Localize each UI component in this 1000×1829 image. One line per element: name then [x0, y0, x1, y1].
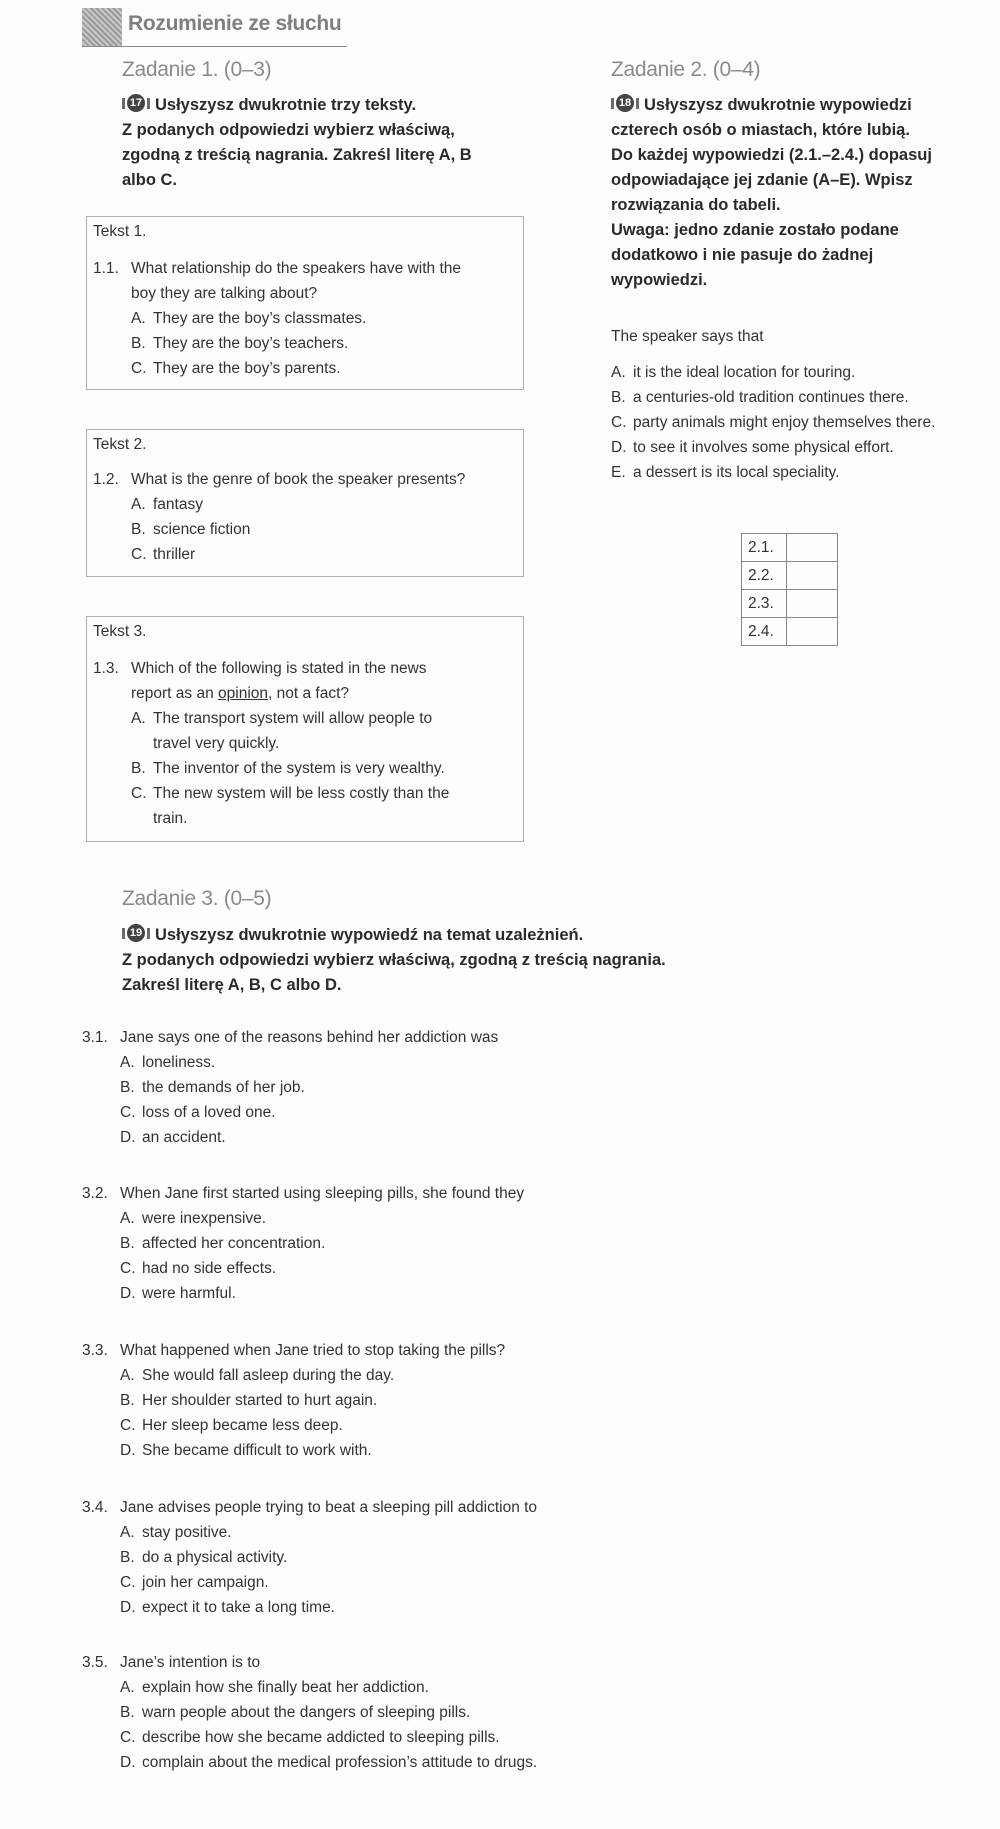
option-b[interactable]: B. Her shoulder started to hurt again.: [120, 1392, 378, 1409]
question-number: 3.1.: [82, 1029, 108, 1046]
option-b[interactable]: B. affected her concentration.: [120, 1235, 326, 1252]
text2-title: Tekst 2.: [93, 436, 147, 453]
task1-instr-line-1: 17 Usłyszysz dwukrotnie trzy teksty.: [122, 93, 472, 118]
option-a-continued: travel very quickly.: [153, 735, 280, 752]
question-3-5: 3.5. Jane’s intention is to A. explain how she finally beat her addiction. B. warn people about the dangers of sleeping pills. C. describe how she became addicted to sleeping pills. D. complain about the medical profession’s attitude to drugs.: [82, 1650, 537, 1775]
option-c[interactable]: C. The new system will be less costly than the: [131, 785, 450, 802]
headphones-track-icon: [122, 925, 150, 941]
table-row: [742, 534, 838, 562]
option-a[interactable]: A. They are the boy’s classmates.: [131, 310, 367, 327]
header-underline: [82, 46, 347, 47]
task2-instructions: [611, 93, 932, 293]
option-b[interactable]: B. They are the boy’s teachers.: [131, 335, 349, 352]
task2-instr-line-4: odpowiadające jej zdanie (A–E). Wpisz: [611, 171, 913, 189]
task3-instructions: [122, 923, 666, 998]
text1-title: Tekst 1.: [93, 223, 147, 240]
text3-box: [86, 616, 524, 842]
answer-cell-2-4[interactable]: [787, 618, 838, 646]
task3-heading: Zadanie 3. (0–5): [122, 887, 272, 910]
headphones-track-icon: [122, 95, 150, 111]
option-e: E. a dessert is its local speciality.: [611, 464, 840, 481]
answer-cell-2-1[interactable]: [787, 534, 838, 562]
track-number: 18: [616, 94, 634, 112]
option-c[interactable]: C. loss of a loved one.: [120, 1104, 276, 1121]
option-a: A. it is the ideal location for touring.: [611, 364, 856, 381]
task1-heading: Zadanie 1. (0–3): [122, 58, 272, 81]
task1-instr-line-2: Z podanych odpowiedzi wybierz właściwą,: [122, 121, 455, 139]
question-1-2: 1.2. What is the genre of book the speaker presents? A. fantasy B. science fiction C. thriller: [93, 467, 465, 567]
task2-note-line-3: wypowiedzi.: [611, 271, 708, 289]
option-c[interactable]: C. They are the boy’s parents.: [131, 360, 341, 377]
table-row: [742, 590, 838, 618]
option-b: B. a centuries-old tradition continues there.: [611, 389, 909, 406]
task2-heading: Zadanie 2. (0–4): [611, 58, 761, 81]
headphones-track-icon: [611, 95, 639, 111]
option-b[interactable]: B. warn people about the dangers of sleeping pills.: [120, 1704, 471, 1721]
option-c[interactable]: C. thriller: [131, 546, 196, 563]
option-d[interactable]: D. an accident.: [120, 1129, 226, 1146]
question-number: 1.3.: [93, 660, 119, 677]
question-number: 1.2.: [93, 471, 119, 488]
question-number: 3.3.: [82, 1342, 108, 1359]
option-d[interactable]: D. complain about the medical profession’s attitude to drugs.: [120, 1754, 538, 1771]
answer-cell-2-3[interactable]: [787, 590, 838, 618]
header-logo-square: [82, 8, 122, 46]
row-label: 2.2.: [742, 562, 787, 590]
question-3-4: 3.4. Jane advises people trying to beat a sleeping pill addiction to A. stay positive. B. do a physical activity. C. join her campaign. D. expect it to take a long time.: [82, 1495, 537, 1620]
track-number: 19: [127, 924, 145, 942]
emphasis-underline: opinion: [218, 685, 269, 702]
task2-instr-line-1: 18 Usłyszysz dwukrotnie wypowiedzi: [611, 93, 932, 118]
text1-box: [86, 216, 524, 390]
option-a[interactable]: A. fantasy: [131, 496, 203, 513]
option-d[interactable]: D. She became difficult to work with.: [120, 1442, 372, 1459]
task2-instr-line-5: rozwiązania do tabeli.: [611, 196, 781, 214]
question-number: 3.5.: [82, 1654, 108, 1671]
task2-instr-line-2: czterech osób o miastach, które lubią.: [611, 121, 910, 139]
question-number: 1.1.: [93, 260, 119, 277]
task3-instr-line-1: 19 Usłyszysz dwukrotnie wypowiedź na temat uzależnień.: [122, 923, 666, 948]
row-label: 2.4.: [742, 618, 787, 646]
option-b[interactable]: B. The inventor of the system is very wealthy.: [131, 760, 445, 777]
option-b[interactable]: B. do a physical activity.: [120, 1549, 288, 1566]
task1-instructions: [122, 93, 472, 193]
option-c[interactable]: C. describe how she became addicted to sleeping pills.: [120, 1729, 500, 1746]
question-1-1: 1.1. What relationship do the speakers have with the boy they are talking about? A. They are the boy’s classmates. B. They are the boy’s teachers. C. They are the boy’s parents.: [93, 256, 461, 381]
section-header: [82, 8, 347, 46]
text3-title: Tekst 3.: [93, 623, 147, 640]
option-a[interactable]: A. The transport system will allow people to: [131, 710, 433, 727]
task2-options: [611, 360, 935, 485]
text2-box: [86, 429, 524, 577]
option-c: C. party animals might enjoy themselves there.: [611, 414, 936, 431]
task1-instr-line-3: zgodną z treścią nagrania. Zakreśl literę A, B: [122, 146, 472, 164]
question-number: 3.4.: [82, 1499, 108, 1516]
task1-instr-line-4: albo C.: [122, 171, 178, 189]
option-d[interactable]: D. were harmful.: [120, 1285, 236, 1302]
question-1-3: 1.3. Which of the following is stated in the news report as an opinion, not a fact? A. The transport system will allow people to travel very quickly. B. The inventor of the system is very wealthy. C. The new system will be less costly than the train.: [93, 656, 449, 831]
row-label: 2.3.: [742, 590, 787, 618]
option-c[interactable]: C. had no side effects.: [120, 1260, 277, 1277]
task2-lead: The speaker says that: [611, 328, 764, 345]
answer-cell-2-2[interactable]: [787, 562, 838, 590]
track-number: 17: [127, 94, 145, 112]
task2-note-line-1: Uwaga: jedno zdanie zostało podane: [611, 221, 899, 239]
task2-instr-line-3: Do każdej wypowiedzi (2.1.–2.4.) dopasuj: [611, 146, 932, 164]
option-c-continued: train.: [153, 810, 188, 827]
answer-table: [741, 533, 838, 646]
task2-note-line-2: dodatkowo i nie pasuje do żadnej: [611, 246, 874, 264]
row-label: 2.1.: [742, 534, 787, 562]
task3-instr-line-2: Z podanych odpowiedzi wybierz właściwą, zgodną z treścią nagrania.: [122, 951, 666, 969]
option-b[interactable]: B. the demands of her job.: [120, 1079, 305, 1096]
section-title: Rozumienie ze słuchu: [128, 12, 342, 35]
option-d[interactable]: D. expect it to take a long time.: [120, 1599, 335, 1616]
question-3-3: 3.3. What happened when Jane tried to stop taking the pills? A. She would fall asleep during the day. B. Her shoulder started to hurt again. C. Her sleep became less deep. D. She became difficult to work with.: [82, 1338, 505, 1463]
option-c[interactable]: C. Her sleep became less deep.: [120, 1417, 343, 1434]
task3-instr-line-3: Zakreśl literę A, B, C albo D.: [122, 976, 342, 994]
option-b[interactable]: B. science fiction: [131, 521, 251, 538]
option-d: D. to see it involves some physical effort.: [611, 439, 894, 456]
option-a[interactable]: A. were inexpensive.: [120, 1210, 267, 1227]
question-3-1: 3.1. Jane says one of the reasons behind her addiction was A. loneliness. B. the demands of her job. C. loss of a loved one. D. an accident.: [82, 1025, 498, 1150]
option-a[interactable]: A. explain how she finally beat her addiction.: [120, 1679, 429, 1696]
option-a[interactable]: A. She would fall asleep during the day.: [120, 1367, 395, 1384]
option-a[interactable]: A. stay positive.: [120, 1524, 232, 1541]
option-c[interactable]: C. join her campaign.: [120, 1574, 269, 1591]
table-row: [742, 562, 838, 590]
question-number: 3.2.: [82, 1185, 108, 1202]
table-row: [742, 618, 838, 646]
option-a[interactable]: A. loneliness.: [120, 1054, 216, 1071]
question-3-2: 3.2. When Jane first started using sleeping pills, she found they A. were inexpensive. B. affected her concentration. C. had no side effects. D. were harmful.: [82, 1181, 524, 1306]
